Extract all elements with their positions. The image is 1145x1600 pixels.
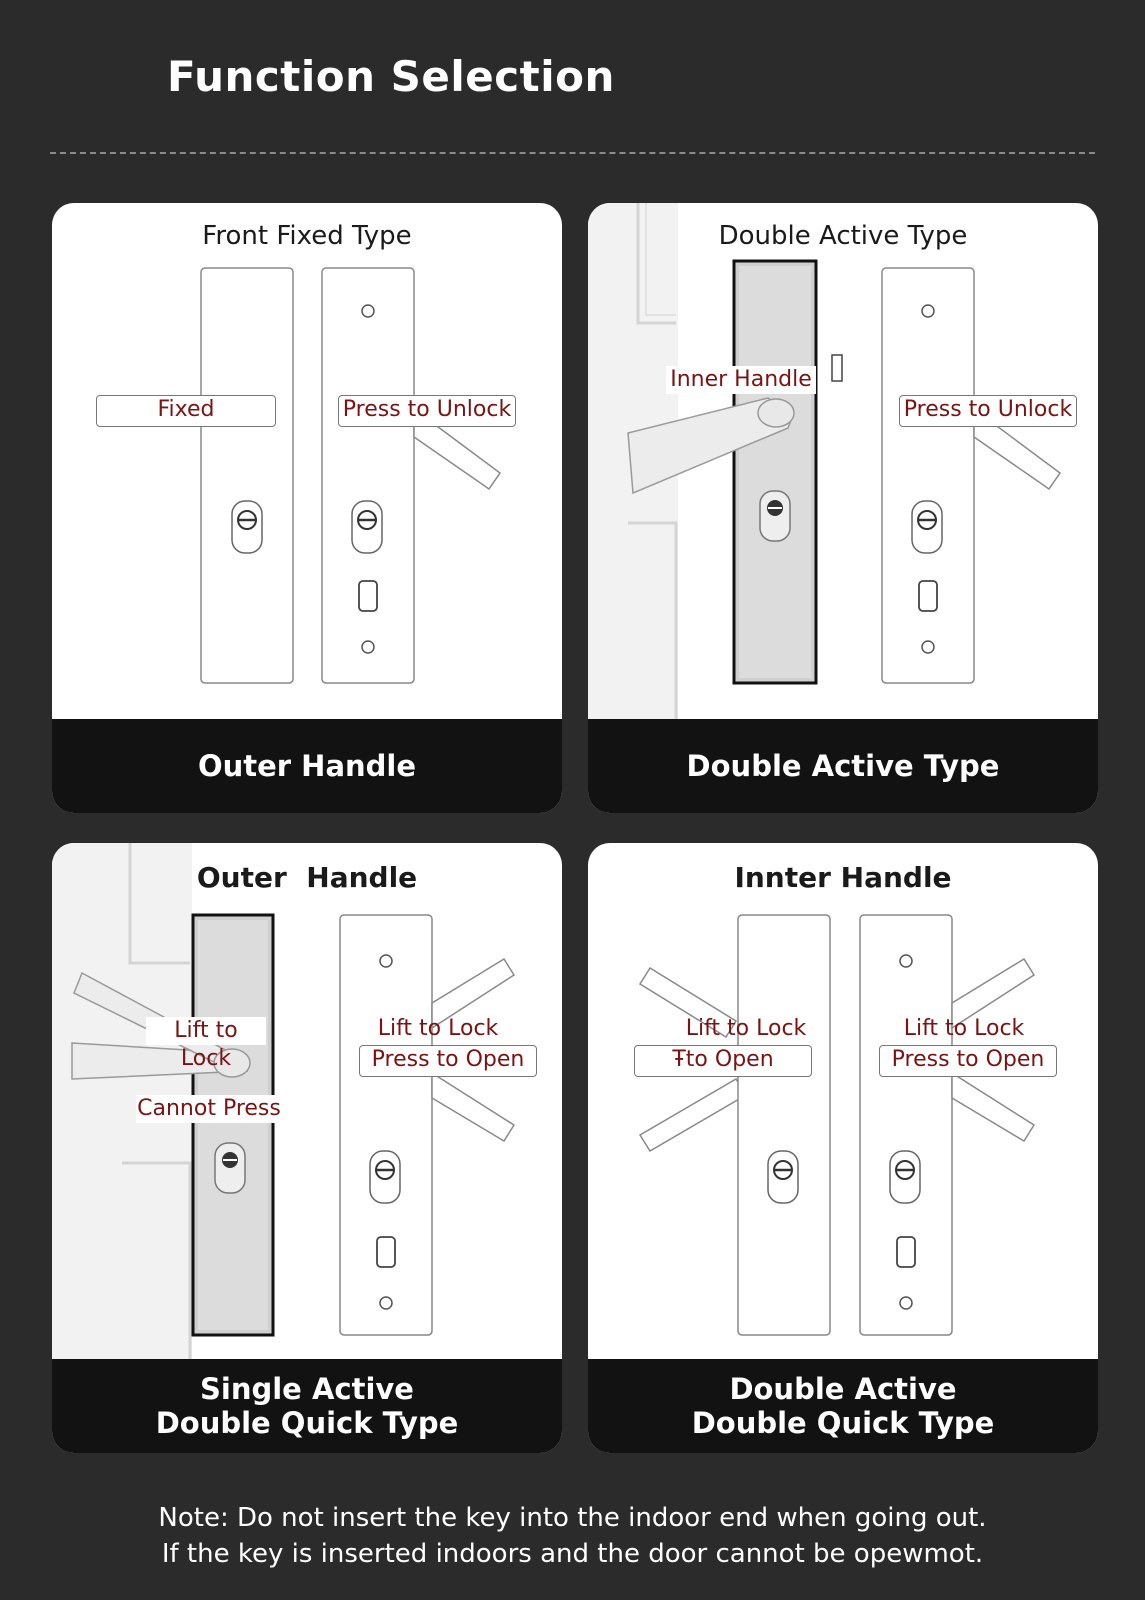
label-press-to-unlock: Press to Unlock [338, 395, 516, 427]
label-lift-to-lock: Lift to Lock [685, 1016, 807, 1041]
card-double-active-double-quick-type [588, 843, 1098, 1453]
card-caption: Double Active Type [588, 719, 1098, 813]
card-front-fixed-type [52, 203, 562, 813]
card-single-active-double-quick-type [52, 843, 562, 1453]
card-double-active-type [588, 203, 1098, 813]
label-lift-to-lock: Lift to Lock [146, 1017, 266, 1045]
card-caption [588, 1359, 1098, 1453]
label-press-to-unlock: Press to Unlock [899, 395, 1077, 427]
note [0, 1500, 1145, 1572]
caption-text: Single Active Double Quick Type [155, 1372, 459, 1440]
page-title: Function Selection [167, 52, 615, 101]
note-line-2: If the key is inserted indoors and the door cannot be opewmot. [161, 1539, 984, 1569]
label-inner-handle: Inner Handle [666, 366, 816, 394]
card-caption: Outer Handle [52, 719, 562, 813]
card-heading: Double Active Type [718, 221, 968, 251]
label-lift-to-lock: Lift to Lock [903, 1016, 1025, 1041]
dashed-divider [50, 152, 1095, 154]
label-lift-to-lock: Lift to Lock [377, 1016, 499, 1041]
card-caption [52, 1359, 562, 1453]
label-fixed: Fixed [96, 395, 276, 427]
caption-text: Double Active Double Quick Type [691, 1372, 995, 1440]
card-heading: Innter Handle [734, 861, 952, 894]
label-press-to-open: Press to Open [359, 1045, 537, 1077]
card-heading: Outer Handle [196, 861, 418, 894]
note-line-1: Note: Do not insert the key into the indoor end when going out. [158, 1503, 987, 1533]
card-heading: Front Fixed Type [202, 221, 412, 251]
label-cannot-press: Cannot Press [137, 1096, 281, 1121]
label-press-to-open: Press to Open [879, 1045, 1057, 1077]
label-to-open: Ŧto Open [634, 1045, 812, 1077]
